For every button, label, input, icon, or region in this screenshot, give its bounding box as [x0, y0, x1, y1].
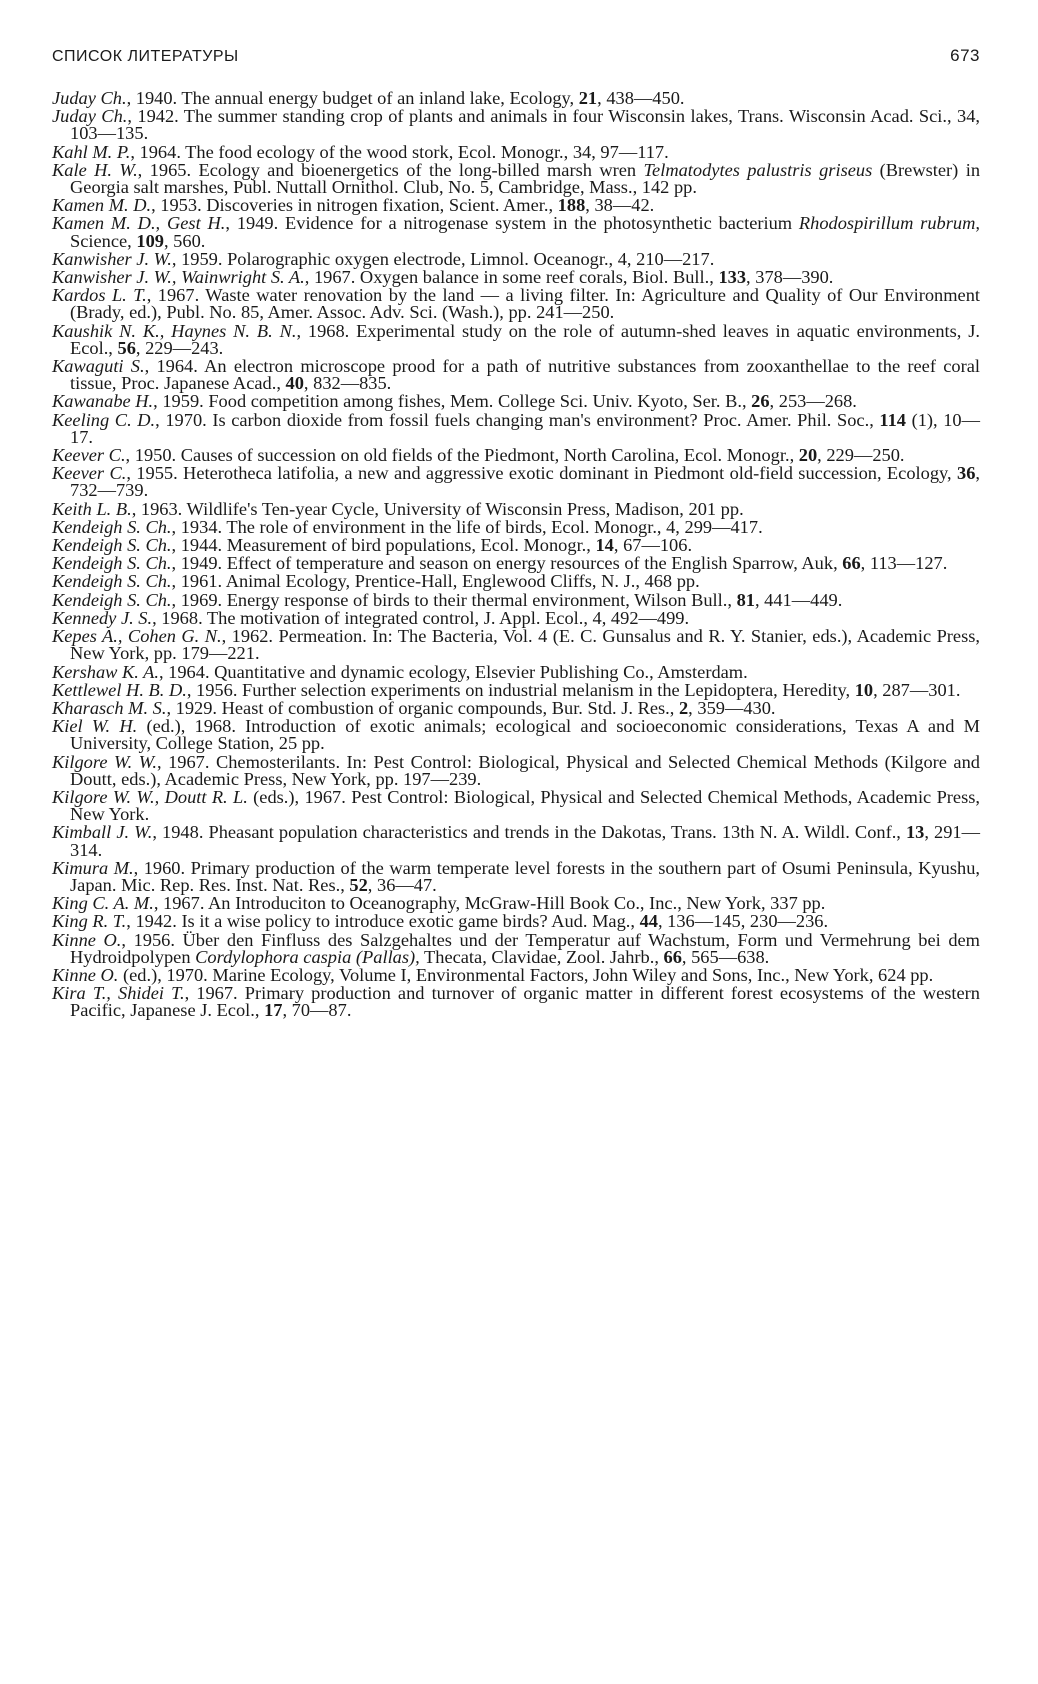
- reference-text: , 70—87.: [282, 1000, 352, 1021]
- reference-entry: [52, 628, 980, 662]
- reference-text: (eds.), 1967. Pest Control: Biological, Physical and Selected Chemical Methods, Academic Press, New York.: [70, 786, 980, 825]
- reference-entry: [52, 447, 980, 464]
- reference-text: , 1967. Chemosterilants. In: Pest Control: Biological, Physical and Selected Chemical Methods (Kilgore and Doutt, eds.), Academic Press, New York, pp. 197—239.: [70, 751, 980, 789]
- reference-text: , 560.: [163, 230, 206, 251]
- reference-entry: [52, 498, 980, 519]
- volume-number: 81: [736, 589, 755, 610]
- volume-number: 66: [663, 946, 682, 967]
- volume-number: 44: [639, 911, 658, 932]
- reference-authors: Kiel W. H.: [52, 716, 138, 737]
- reference-entry: [52, 573, 980, 590]
- reference-authors: King C. A. M.: [52, 893, 154, 914]
- reference-text: , 1949. Effect of temperature and season on energy resources of the English Sparrow, Auk,: [171, 553, 843, 574]
- reference-text: , 1950. Causes of succession on old fields of the Piedmont, North Carolina, Ecol. Monogr.,: [125, 445, 799, 466]
- reference-entry: [52, 465, 980, 499]
- running-title: СПИСОК ЛИТЕРАТУРЫ: [52, 48, 239, 65]
- reference-text: (1), 10—17.: [70, 409, 980, 447]
- reference-text: , 1956. Further selection experiments on industrial melanism in the Lepidoptera, Heredity,: [186, 679, 855, 700]
- reference-text: , 253—268.: [769, 391, 857, 412]
- species-name: Rhodospirillum rubrum,: [798, 213, 980, 234]
- reference-text: , 732—739.: [70, 463, 980, 501]
- reference-authors: Kamen M. D.: [52, 195, 152, 216]
- reference-entry: [52, 197, 980, 214]
- reference-entry: [52, 409, 980, 447]
- reference-authors: Kennedy J. S.: [52, 607, 153, 628]
- reference-entry: [52, 320, 980, 358]
- reference-text: , 229—250.: [817, 445, 905, 466]
- volume-number: 26: [751, 391, 770, 412]
- volume-number: 10: [854, 679, 874, 700]
- reference-text: , 1967. An Introduciton to Oceanography, McGraw-Hill Book Co., Inc., New York, 337 pp.: [153, 893, 826, 914]
- reference-entry: [52, 661, 980, 682]
- reference-text: , 1970. Is carbon dioxide from fossil fuels changing man's environment? Proc. Amer. Phil. Soc.,: [155, 409, 880, 430]
- reference-text: Science,: [70, 230, 137, 251]
- page: [52, 46, 980, 1021]
- reference-authors: Kettlewel H. B. D.: [52, 679, 187, 700]
- volume-number: 14: [595, 535, 614, 556]
- reference-text: , 1934. The role of environment in the life of birds, Ecol. Monogr., 4, 299—417.: [171, 516, 763, 537]
- volume-number: 188: [557, 195, 586, 216]
- reference-text: , 136—145, 230—236.: [657, 911, 829, 932]
- reference-text: , 1964. An electron microscope prood for a path of nutritive substances from zooxanthellae to the reef coral tissue, Proc. Japanese Acad.,: [70, 356, 980, 394]
- reference-text: , 1956. Über den Finfluss des Salzgehaltes und der Temperatur auf Wachstum, Form und Vermehrung bei dem Hydroidpolypen: [70, 929, 980, 967]
- reference-text: , 832—835.: [303, 373, 392, 394]
- reference-text: , 1949. Evidence for a nitrogenase system in the photosynthetic bacterium: [225, 213, 799, 234]
- reference-authors: Keever C.: [52, 463, 127, 484]
- reference-text: (ed.), 1968. Introduction of exotic animals; ecological and socioeconomic considerations, Texas A and M University, College Station, 25 pp.: [70, 716, 981, 754]
- reference-entry: [52, 90, 980, 107]
- volume-number: 17: [264, 1000, 283, 1021]
- reference-entry: [52, 857, 980, 895]
- reference-text: , 1967. Primary production and turnover of organic matter in different forest ecosystems of the western Pacific, Japanese J. Ecol.,: [70, 983, 980, 1021]
- reference-authors: Kilgore W. W., Doutt R. L.: [52, 786, 248, 807]
- volume-number: 52: [349, 874, 368, 895]
- reference-text: , 1959. Food competition among fishes, Mem. College Sci. Univ. Kyoto, Ser. B.,: [153, 391, 752, 412]
- reference-list: [52, 90, 980, 1020]
- reference-authors: Kawaguti S.: [52, 356, 145, 377]
- reference-text: (Brewster) in Georgia salt marshes, Publ. Nuttall Ornithol. Club, No. 5, Cambridge, Mass., 142 pp.: [70, 159, 981, 198]
- volume-number: 109: [136, 230, 164, 251]
- reference-text: , 36—47.: [367, 874, 437, 895]
- reference-authors: King R. T.: [52, 911, 127, 932]
- reference-text: , 113—127.: [860, 553, 948, 574]
- volume-number: 13: [905, 822, 925, 843]
- reference-entry: [52, 913, 980, 930]
- reference-entry: [52, 751, 980, 789]
- reference-text: , 287—301.: [873, 679, 961, 700]
- reference-authors: Keith L. B.: [52, 498, 132, 519]
- reference-text: , 1940. The annual energy budget of an inland lake, Ecology,: [126, 88, 579, 108]
- reference-authors: Kershaw K. A.: [52, 661, 159, 682]
- reference-text: , 1955. Heterotheca latifolia, a new and aggressive exotic dominant in Piedmont old-field succession, Ecology,: [126, 463, 957, 484]
- reference-entry: [52, 141, 980, 162]
- reference-text: Thecata, Clavidae, Zool. Jahrb.,: [419, 946, 664, 967]
- reference-authors: Kardos L. T.: [52, 285, 147, 306]
- reference-authors: Kawanabe H.: [52, 391, 154, 412]
- reference-text: , 1929. Heast of combustion of organic compounds, Bur. Std. J. Res.,: [166, 697, 679, 718]
- reference-entry: [52, 697, 980, 718]
- reference-authors: Keever C.: [52, 445, 126, 466]
- reference-entry: [52, 786, 980, 825]
- volume-number: 2: [678, 697, 689, 718]
- reference-authors: Kepes A., Cohen G. N.: [52, 626, 222, 647]
- reference-entry: [52, 159, 981, 198]
- reference-text: (ed.), 1970. Marine Ecology, Volume I, Environmental Factors, John Wiley and Sons, Inc., New York, 624 pp.: [118, 964, 934, 985]
- reference-text: , 1969. Energy response of birds to their thermal environment, Wilson Bull.,: [171, 589, 737, 610]
- reference-entry: [52, 964, 980, 985]
- reference-text: , 1967. Waste water renovation by the land — a living filter. In: Agriculture and Quality of Our Environment (Brady, ed.), Publ. No. 85, Amer. Assoc. Adv. Sci. (Wash.), pp. 241—250.: [70, 285, 980, 323]
- reference-text: , 38—42.: [585, 195, 655, 216]
- reference-text: , 1964. The food ecology of the wood stork, Ecol. Monogr., 34, 97—117.: [130, 141, 669, 162]
- reference-entry: [52, 516, 980, 537]
- reference-entry: [52, 108, 980, 142]
- reference-text: , 1942. The summer standing crop of plants and animals in four Wisconsin lakes, Trans. Wisconsin Acad. Sci., 34, 103—135.: [70, 106, 980, 144]
- reference-authors: Kendeigh S. Ch.: [52, 516, 172, 537]
- reference-authors: Kanwisher J. W.: [52, 248, 172, 269]
- reference-entry: [52, 215, 980, 249]
- reference-entry: [52, 607, 980, 628]
- reference-entry: [52, 718, 980, 752]
- reference-text: , 1942. Is it a wise policy to introduce exotic game birds? Aud. Mag.,: [126, 911, 640, 932]
- reference-authors: Kale H. W.: [52, 159, 138, 180]
- page-header: [52, 46, 980, 66]
- reference-authors: Kimura M.: [52, 857, 134, 878]
- reference-authors: Kilgore W. W.: [52, 751, 157, 772]
- volume-number: 20: [798, 445, 818, 466]
- reference-authors: Juday Ch.: [52, 106, 128, 127]
- reference-text: , 229—243.: [135, 337, 224, 358]
- reference-entry: [52, 589, 980, 610]
- volume-number: 56: [117, 337, 136, 358]
- reference-entry: [52, 824, 980, 858]
- reference-entry: [52, 358, 980, 392]
- reference-text: , 67—106.: [613, 535, 693, 556]
- reference-text: , 291—314.: [70, 822, 980, 860]
- reference-entry: [52, 985, 980, 1019]
- reference-authors: Juday Ch.: [52, 88, 127, 108]
- reference-entry: [52, 555, 980, 572]
- reference-authors: Kanwisher J. W., Wainwright S. A.: [52, 267, 305, 288]
- reference-text: , 1967. Oxygen balance in some reef corals, Biol. Bull.,: [304, 267, 719, 288]
- volume-number: 66: [842, 553, 861, 574]
- reference-text: , 1944. Measurement of bird populations, Ecol. Monogr.,: [171, 535, 596, 556]
- reference-text: , 1948. Pheasant population characteristics and trends in the Dakotas, Trans. 13th N. A. Wildl. Conf.,: [152, 822, 906, 843]
- reference-text: , 378—390.: [746, 267, 834, 288]
- reference-authors: Keeling C. D.: [52, 409, 156, 430]
- reference-text: , 1953. Discoveries in nitrogen fixation, Scient. Amer.,: [151, 195, 558, 216]
- reference-text: , 441—449.: [754, 589, 843, 610]
- reference-entry: [52, 248, 980, 269]
- reference-text: , 565—638.: [681, 946, 770, 967]
- reference-text: , 438—450.: [597, 88, 685, 108]
- species-name: Cordylophora caspia (Pallas),: [195, 946, 420, 967]
- volume-number: 21: [578, 88, 598, 108]
- reference-text: , 1960. Primary production of the warm temperate level forests in the southern part of Osumi Peninsula, Kyushu, Japan. Mic. Rep. Res. Inst. Nat. Res.,: [70, 857, 980, 895]
- reference-entry: [52, 269, 980, 286]
- reference-authors: Kendeigh S. Ch.: [52, 589, 172, 610]
- reference-authors: Kinne O.: [52, 929, 122, 950]
- reference-entry: [52, 895, 980, 912]
- reference-entry: [52, 537, 980, 554]
- reference-text: , 1964. Quantitative and dynamic ecology, Elsevier Publishing Co., Amsterdam.: [158, 661, 748, 682]
- volume-number: 114: [879, 409, 906, 430]
- reference-authors: Kamen M. D., Gest H.: [52, 213, 226, 234]
- reference-text: , 1963. Wildlife's Ten-year Cycle, University of Wisconsin Press, Madison, 201 pp.: [131, 498, 744, 519]
- reference-text: , 359—430.: [688, 697, 776, 718]
- reference-text: , 1965. Ecology and bioenergetics of the long-billed marsh wren: [137, 159, 644, 180]
- reference-entry: [52, 287, 980, 321]
- volume-number: 133: [718, 267, 747, 288]
- reference-authors: Kendeigh S. Ch.: [52, 535, 172, 556]
- reference-authors: Kendeigh S. Ch.: [52, 553, 172, 574]
- volume-number: 40: [285, 373, 304, 394]
- reference-text: , 1959. Polarographic oxygen electrode, Limnol. Oceanogr., 4, 210—217.: [171, 248, 715, 269]
- reference-entry: [52, 393, 980, 410]
- reference-entry: [52, 929, 980, 967]
- reference-authors: Kimball J. W.: [52, 822, 153, 843]
- reference-authors: Kahl M. P.: [52, 141, 131, 162]
- reference-text: , 1961. Animal Ecology, Prentice-Hall, Englewood Cliffs, N. J., 468 pp.: [171, 571, 700, 592]
- reference-text: , 1968. The motivation of integrated control, J. Appl. Ecol., 4, 492—499.: [152, 607, 690, 628]
- reference-text: , 1968. Experimental study on the role of autumn-shed leaves in aquatic environments, J. Ecol.,: [70, 320, 980, 358]
- reference-authors: Kendeigh S. Ch.: [52, 571, 172, 592]
- page-number: 673: [950, 46, 980, 65]
- reference-text: , 1962. Permeation. In: The Bacteria, Vol. 4 (E. C. Gunsalus and R. Y. Stanier, eds.), Academic Press, New York, pp. 179—221.: [70, 626, 980, 664]
- reference-authors: Kira T., Shidei T.: [52, 983, 185, 1004]
- reference-authors: Kinne O.: [52, 964, 119, 985]
- reference-authors: Kharasch M. S.: [52, 697, 167, 718]
- reference-entry: [52, 679, 980, 700]
- reference-authors: Kaushik N. K., Haynes N. B. N.: [52, 320, 297, 341]
- volume-number: 36: [957, 463, 976, 484]
- species-name: Telmatodytes palustris griseus: [643, 159, 873, 180]
